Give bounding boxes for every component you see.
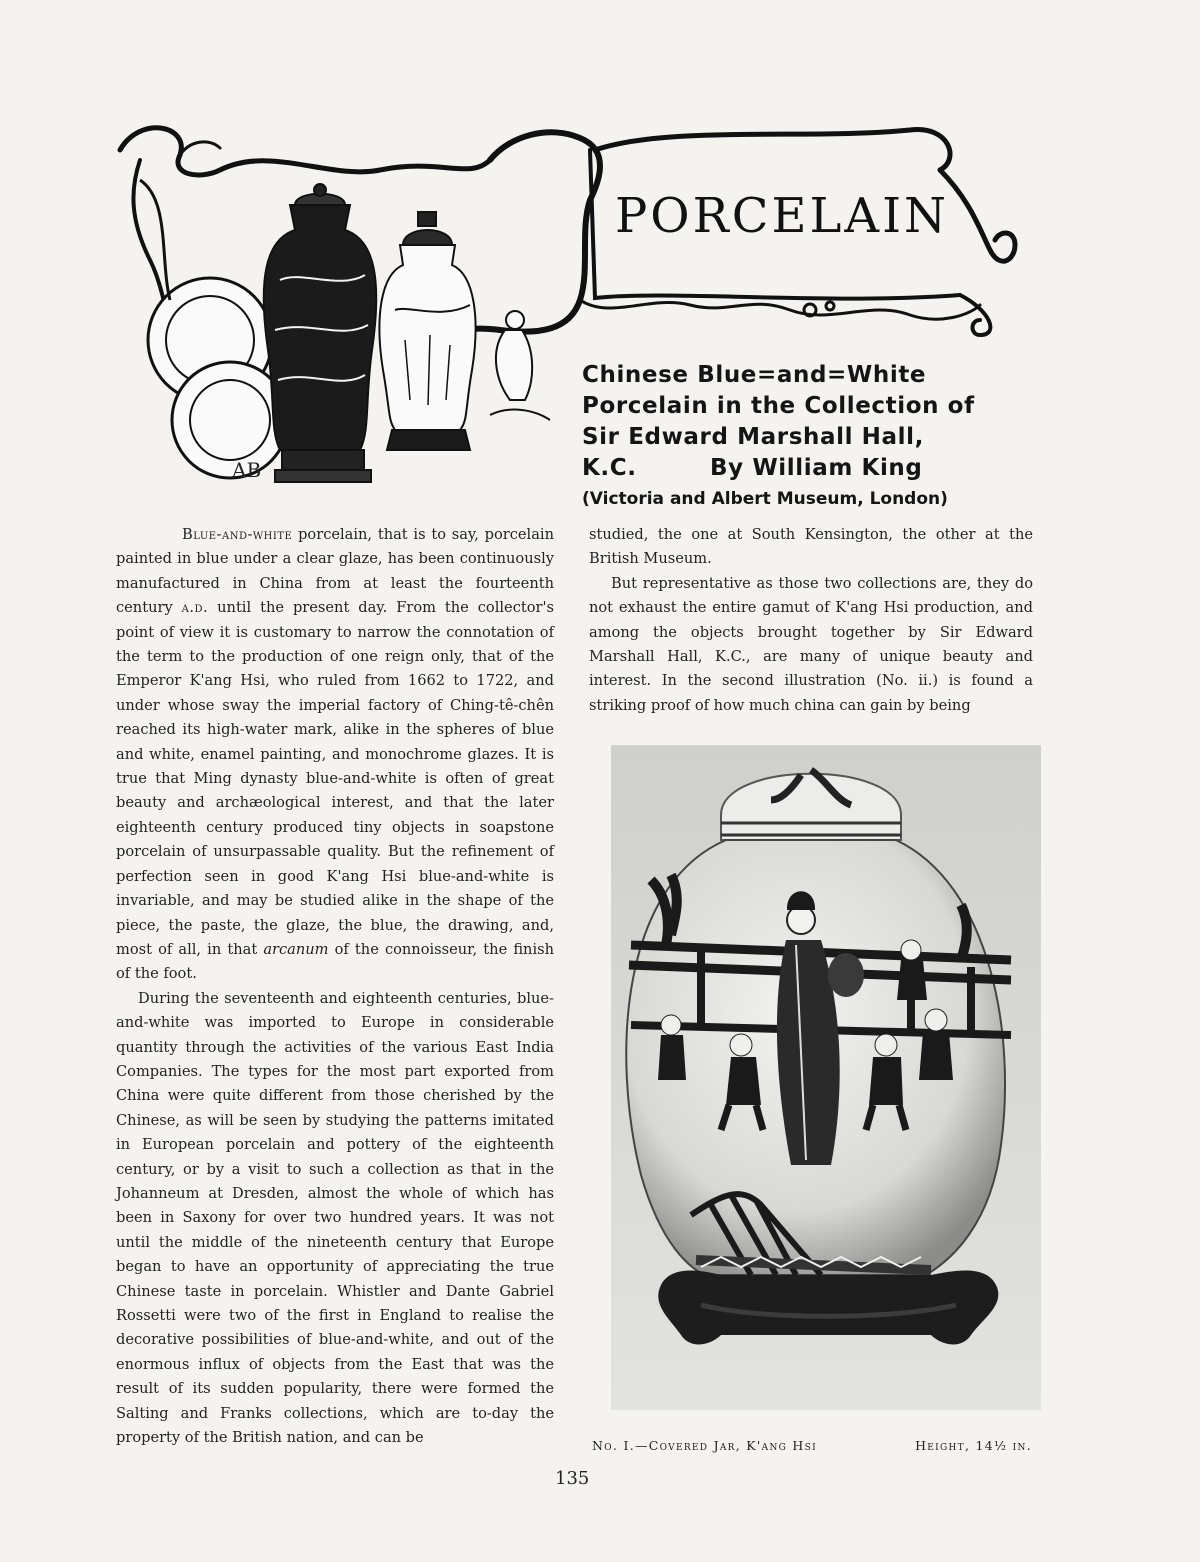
paragraph-3: But representative as those two collections are, they do not exhaust the entire gamut of K'ang Hsi production, and among the objects brought together by Sir Edward Marshall Hall, K.C., are many of unique beauty and interest. In the second illustration (No. ii.) is found a striking proof of how much china can gain by being — [589, 574, 1033, 714]
affiliation-subtitle: (Victoria and Albert Museum, London) — [582, 489, 948, 509]
title-line-1: Chinese Blue=and=White — [582, 362, 927, 388]
title-line-2: Porcelain in the Collection of — [582, 393, 975, 419]
era-abbreviation: a.d. — [181, 599, 209, 617]
paragraph-2: During the seventeenth and eighteenth centuries, blue-and-white was imported to Europe in considerable quantity through the activities of the various East India Companies. The types for the most part exported from China were quite different from those cherished by the Chinese, as will be seen by studying the patterns imitated in European porcelain and pottery of the eighteenth century, or by a visit to such a collection as that in the Johanneum at Dresden, almost the whole of which has been in Saxony for over two hundred years. It was not until the middle of the nineteenth century that Europe began to have an opportunity of appreciating the true Chinese taste in porcelain. Whistler and Dante Gabriel Rossetti were two of the first in England to realise the decorative possibilities of blue-and-white, and out of the enormous influx of objects from the East that was the result of its sudden popularity, there were formed the Salting and Franks collections, which are to-day the property of the British nation, and can be — [116, 989, 554, 1447]
title-line-3: Sir Edward Marshall Hall, — [582, 424, 924, 450]
page-number: 135 — [555, 1468, 590, 1489]
paragraph-1-text-b: until the present day. From the collector's point of view it is customary to narrow the connotation of the term to the production of one reign only, that of the Emperor K'ang Hsi, who ruled from 1662 to 1722, and under whose sway the imperial factory of Ching-tê-chên reached its high-water mark, alike in the spheres of blue and white, enamel painting, and monochrome glazes. It is true that Ming dynasty blue-and-white is often of great beauty and archæological interest, and that the later eighteenth century produced tiny objects in soapstone porcelain of unsurpassable quality. But the refinement of perfection seen in good K'ang Hsi blue-and-white is invariable, and may be studied alike in the shape of the piece, the paste, the glaze, the blue, the drawing, and, most of all, in that — [116, 599, 554, 958]
figure-caption — [592, 1438, 1032, 1453]
caption-label: No. I.—Covered Jar, K'ang Hsi — [592, 1438, 817, 1453]
byline-row — [582, 453, 1042, 484]
title-kc: K.C. — [582, 455, 637, 481]
left-column — [116, 523, 554, 1450]
paragraph-1 — [116, 523, 554, 987]
light-vase — [379, 212, 475, 450]
caption-height: Height, 14½ in. — [915, 1438, 1032, 1453]
artist-monogram: AB — [232, 458, 262, 482]
paragraph-2-continued: studied, the one at South Kensington, the other at the British Museum. — [589, 526, 1033, 568]
byline: By William King — [710, 455, 923, 481]
opening-words: Blue-and-white — [182, 526, 293, 543]
paragraph-1-text-c: of the connoisseur, the finish of the foot. — [116, 940, 555, 983]
paragraph-1-text-a: porcelain, that is to say, porcelain painted in blue under a clear glaze, has been continuously manufactured in China from at least the fourteenth century — [116, 526, 554, 617]
dark-vase — [264, 184, 377, 482]
italic-arcanum: arcanum — [263, 940, 329, 958]
banner-title: PORCELAIN — [614, 188, 950, 244]
article-title-block — [582, 360, 1042, 512]
right-column — [589, 523, 1033, 718]
covered-jar-photo — [611, 745, 1041, 1410]
